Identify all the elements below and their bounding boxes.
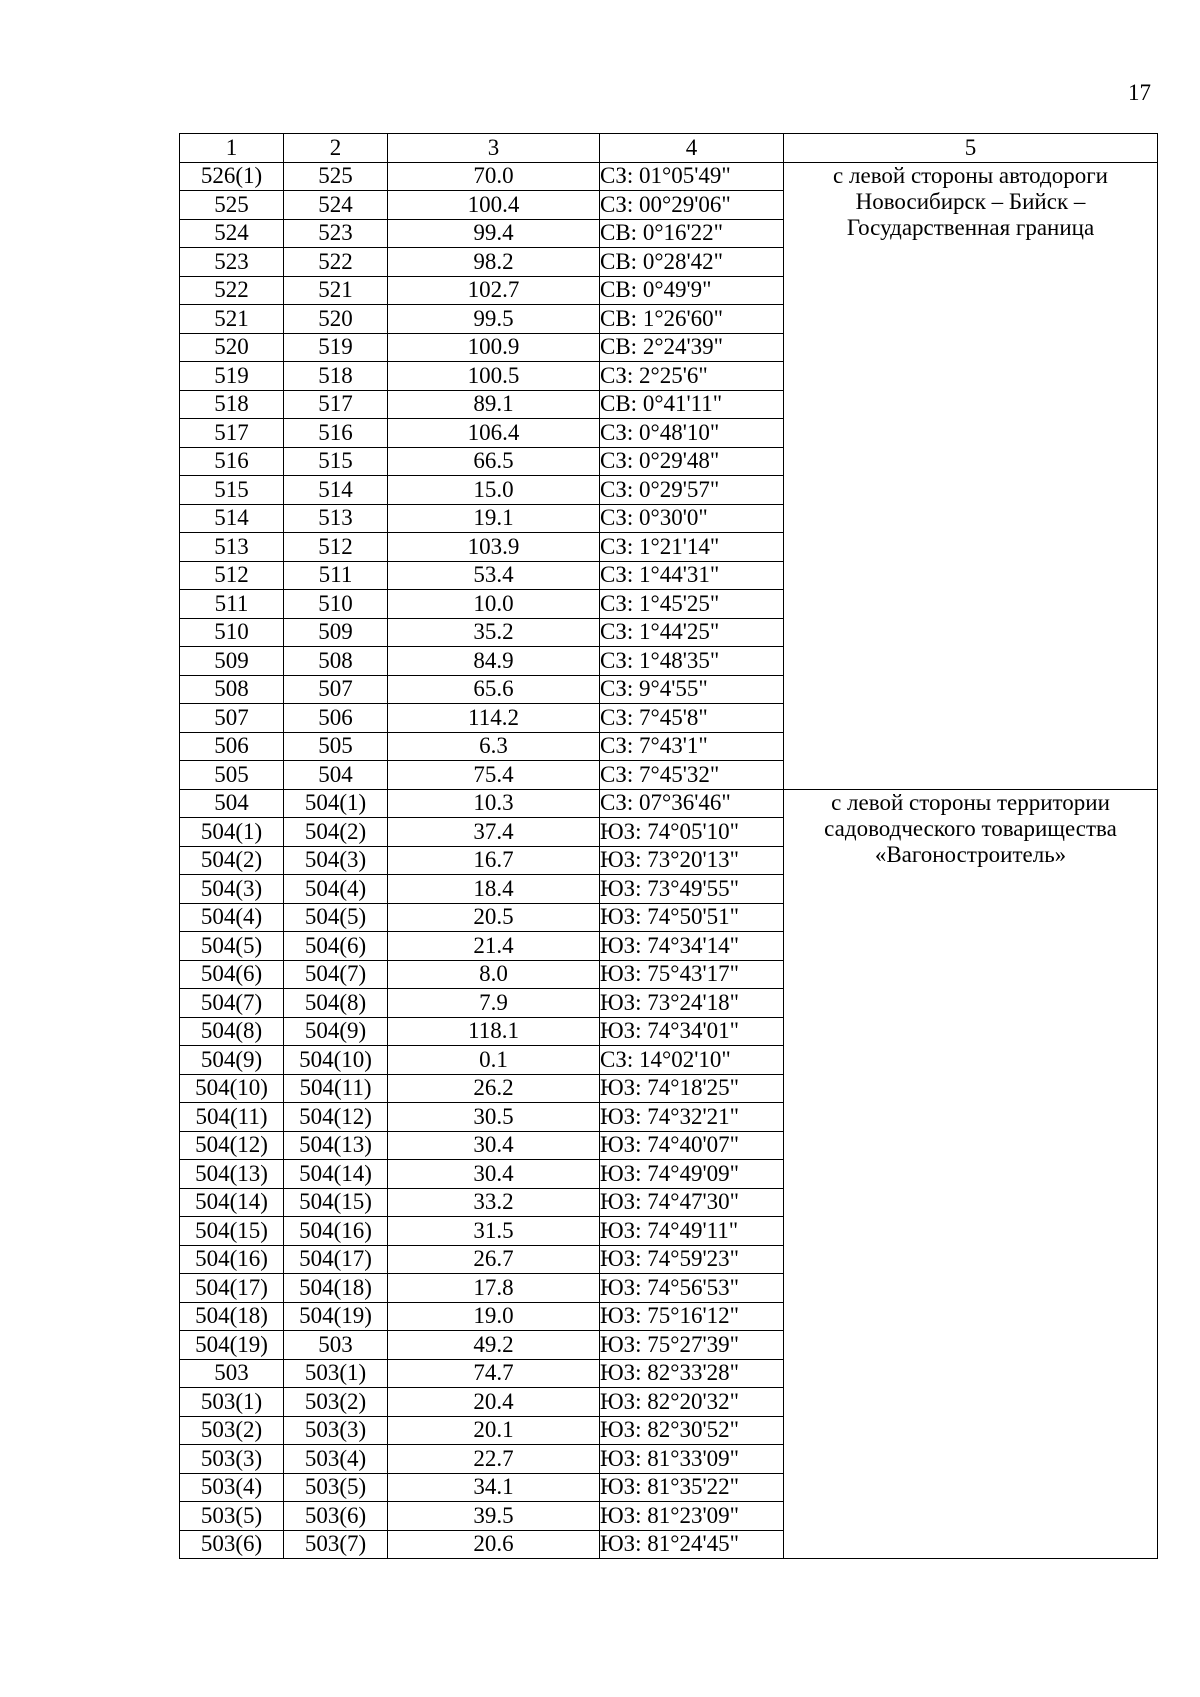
- to-point-cell: 504(10): [284, 1046, 388, 1075]
- distance-cell: 74.7: [388, 1359, 600, 1388]
- from-point-cell: 504(6): [180, 960, 284, 989]
- distance-cell: 66.5: [388, 447, 600, 476]
- bearing-cell: СЗ: 0°29'57": [600, 476, 784, 505]
- table-row: [180, 789, 1158, 818]
- distance-cell: 16.7: [388, 846, 600, 875]
- to-point-cell: 508: [284, 647, 388, 676]
- to-point-cell: 519: [284, 333, 388, 362]
- boundary-description-cell: [784, 162, 1158, 789]
- to-point-cell: 515: [284, 447, 388, 476]
- from-point-cell: 504(18): [180, 1302, 284, 1331]
- description-line: садоводческого товарищества: [824, 815, 1117, 841]
- distance-cell: 118.1: [388, 1017, 600, 1046]
- from-point-cell: 525: [180, 191, 284, 220]
- to-point-cell: 525: [284, 162, 388, 191]
- header-col-2: 2: [284, 134, 388, 163]
- distance-cell: 98.2: [388, 248, 600, 277]
- from-point-cell: 526(1): [180, 162, 284, 191]
- distance-cell: 20.6: [388, 1530, 600, 1559]
- from-point-cell: 508: [180, 675, 284, 704]
- distance-cell: 21.4: [388, 932, 600, 961]
- from-point-cell: 504: [180, 789, 284, 818]
- distance-cell: 19.0: [388, 1302, 600, 1331]
- bearing-cell: СЗ: 1°21'14": [600, 533, 784, 562]
- distance-cell: 20.5: [388, 903, 600, 932]
- to-point-cell: 504(3): [284, 846, 388, 875]
- bearing-cell: ЮЗ: 73°20'13": [600, 846, 784, 875]
- bearing-cell: СЗ: 1°45'25": [600, 590, 784, 619]
- distance-cell: 30.4: [388, 1160, 600, 1189]
- to-point-cell: 511: [284, 561, 388, 590]
- bearing-cell: ЮЗ: 75°43'17": [600, 960, 784, 989]
- distance-cell: 35.2: [388, 618, 600, 647]
- to-point-cell: 504(11): [284, 1074, 388, 1103]
- distance-cell: 70.0: [388, 162, 600, 191]
- from-point-cell: 512: [180, 561, 284, 590]
- to-point-cell: 514: [284, 476, 388, 505]
- bearing-cell: ЮЗ: 73°49'55": [600, 875, 784, 904]
- boundary-table: [179, 133, 1158, 1559]
- to-point-cell: 510: [284, 590, 388, 619]
- description-line: Новосибирск – Бийск –: [855, 188, 1086, 214]
- to-point-cell: 503(4): [284, 1445, 388, 1474]
- bearing-cell: СВ: 0°16'22": [600, 219, 784, 248]
- from-point-cell: 524: [180, 219, 284, 248]
- from-point-cell: 503(2): [180, 1416, 284, 1445]
- distance-cell: 18.4: [388, 875, 600, 904]
- distance-cell: 15.0: [388, 476, 600, 505]
- from-point-cell: 509: [180, 647, 284, 676]
- from-point-cell: 503(4): [180, 1473, 284, 1502]
- to-point-cell: 504(2): [284, 818, 388, 847]
- to-point-cell: 524: [284, 191, 388, 220]
- distance-cell: 53.4: [388, 561, 600, 590]
- to-point-cell: 504(16): [284, 1217, 388, 1246]
- bearing-cell: СВ: 0°28'42": [600, 248, 784, 277]
- bearing-cell: ЮЗ: 74°50'51": [600, 903, 784, 932]
- to-point-cell: 518: [284, 362, 388, 391]
- bearing-cell: СЗ: 14°02'10": [600, 1046, 784, 1075]
- from-point-cell: 520: [180, 333, 284, 362]
- from-point-cell: 504(16): [180, 1245, 284, 1274]
- bearing-cell: СЗ: 0°30'0": [600, 504, 784, 533]
- bearing-cell: ЮЗ: 74°18'25": [600, 1074, 784, 1103]
- from-point-cell: 503(6): [180, 1530, 284, 1559]
- distance-cell: 100.9: [388, 333, 600, 362]
- bearing-cell: СВ: 0°49'9": [600, 276, 784, 305]
- distance-cell: 6.3: [388, 732, 600, 761]
- from-point-cell: 517: [180, 419, 284, 448]
- distance-cell: 106.4: [388, 419, 600, 448]
- table-header-row: [180, 134, 1158, 163]
- from-point-cell: 504(9): [180, 1046, 284, 1075]
- bearing-cell: ЮЗ: 82°20'32": [600, 1388, 784, 1417]
- bearing-cell: ЮЗ: 81°33'09": [600, 1445, 784, 1474]
- to-point-cell: 503(5): [284, 1473, 388, 1502]
- description-line: «Вагоностроитель»: [874, 841, 1067, 867]
- from-point-cell: 503(1): [180, 1388, 284, 1417]
- to-point-cell: 504(4): [284, 875, 388, 904]
- distance-cell: 33.2: [388, 1188, 600, 1217]
- to-point-cell: 522: [284, 248, 388, 277]
- description-line: Государственная граница: [846, 214, 1095, 240]
- to-point-cell: 505: [284, 732, 388, 761]
- to-point-cell: 504(19): [284, 1302, 388, 1331]
- from-point-cell: 511: [180, 590, 284, 619]
- to-point-cell: 504(15): [284, 1188, 388, 1217]
- bearing-cell: СЗ: 1°44'31": [600, 561, 784, 590]
- bearing-cell: СЗ: 2°25'6": [600, 362, 784, 391]
- bearing-cell: СЗ: 1°48'35": [600, 647, 784, 676]
- bearing-cell: ЮЗ: 81°23'09": [600, 1502, 784, 1531]
- from-point-cell: 504(5): [180, 932, 284, 961]
- to-point-cell: 504(8): [284, 989, 388, 1018]
- from-point-cell: 504(15): [180, 1217, 284, 1246]
- bearing-cell: ЮЗ: 82°33'28": [600, 1359, 784, 1388]
- from-point-cell: 507: [180, 704, 284, 733]
- to-point-cell: 504(5): [284, 903, 388, 932]
- from-point-cell: 503(3): [180, 1445, 284, 1474]
- distance-cell: 20.4: [388, 1388, 600, 1417]
- to-point-cell: 523: [284, 219, 388, 248]
- from-point-cell: 510: [180, 618, 284, 647]
- to-point-cell: 504(18): [284, 1274, 388, 1303]
- to-point-cell: 504(17): [284, 1245, 388, 1274]
- from-point-cell: 523: [180, 248, 284, 277]
- distance-cell: 8.0: [388, 960, 600, 989]
- header-col-5: 5: [784, 134, 1158, 163]
- from-point-cell: 503: [180, 1359, 284, 1388]
- to-point-cell: 504: [284, 761, 388, 790]
- bearing-cell: ЮЗ: 74°05'10": [600, 818, 784, 847]
- from-point-cell: 504(11): [180, 1103, 284, 1132]
- to-point-cell: 503(6): [284, 1502, 388, 1531]
- distance-cell: 31.5: [388, 1217, 600, 1246]
- distance-cell: 30.5: [388, 1103, 600, 1132]
- distance-cell: 20.1: [388, 1416, 600, 1445]
- distance-cell: 39.5: [388, 1502, 600, 1531]
- distance-cell: 114.2: [388, 704, 600, 733]
- to-point-cell: 503(2): [284, 1388, 388, 1417]
- from-point-cell: 519: [180, 362, 284, 391]
- bearing-cell: СВ: 2°24'39": [600, 333, 784, 362]
- distance-cell: 7.9: [388, 989, 600, 1018]
- from-point-cell: 515: [180, 476, 284, 505]
- bearing-cell: СЗ: 01°05'49": [600, 162, 784, 191]
- from-point-cell: 504(13): [180, 1160, 284, 1189]
- to-point-cell: 507: [284, 675, 388, 704]
- distance-cell: 89.1: [388, 390, 600, 419]
- to-point-cell: 506: [284, 704, 388, 733]
- from-point-cell: 505: [180, 761, 284, 790]
- bearing-cell: ЮЗ: 75°27'39": [600, 1331, 784, 1360]
- to-point-cell: 509: [284, 618, 388, 647]
- distance-cell: 10.3: [388, 789, 600, 818]
- distance-cell: 26.2: [388, 1074, 600, 1103]
- bearing-cell: СЗ: 7°45'32": [600, 761, 784, 790]
- bearing-cell: СВ: 0°41'11": [600, 390, 784, 419]
- distance-cell: 100.4: [388, 191, 600, 220]
- from-point-cell: 514: [180, 504, 284, 533]
- header-col-4: 4: [600, 134, 784, 163]
- to-point-cell: 521: [284, 276, 388, 305]
- description-line: с левой стороны территории: [831, 789, 1110, 815]
- from-point-cell: 504(12): [180, 1131, 284, 1160]
- bearing-cell: ЮЗ: 74°49'11": [600, 1217, 784, 1246]
- bearing-cell: ЮЗ: 74°49'09": [600, 1160, 784, 1189]
- page-number: 17: [1128, 80, 1151, 105]
- distance-cell: 103.9: [388, 533, 600, 562]
- to-point-cell: 516: [284, 419, 388, 448]
- to-point-cell: 504(14): [284, 1160, 388, 1189]
- from-point-cell: 504(3): [180, 875, 284, 904]
- bearing-cell: СЗ: 1°44'25": [600, 618, 784, 647]
- from-point-cell: 504(4): [180, 903, 284, 932]
- table-row: [180, 162, 1158, 191]
- bearing-cell: ЮЗ: 81°35'22": [600, 1473, 784, 1502]
- distance-cell: 30.4: [388, 1131, 600, 1160]
- from-point-cell: 506: [180, 732, 284, 761]
- to-point-cell: 503: [284, 1331, 388, 1360]
- from-point-cell: 516: [180, 447, 284, 476]
- distance-cell: 49.2: [388, 1331, 600, 1360]
- to-point-cell: 504(6): [284, 932, 388, 961]
- bearing-cell: ЮЗ: 81°24'45": [600, 1530, 784, 1559]
- to-point-cell: 512: [284, 533, 388, 562]
- distance-cell: 75.4: [388, 761, 600, 790]
- from-point-cell: 522: [180, 276, 284, 305]
- distance-cell: 84.9: [388, 647, 600, 676]
- from-point-cell: 521: [180, 305, 284, 334]
- bearing-cell: СЗ: 0°48'10": [600, 419, 784, 448]
- to-point-cell: 503(7): [284, 1530, 388, 1559]
- bearing-cell: СЗ: 7°45'8": [600, 704, 784, 733]
- distance-cell: 17.8: [388, 1274, 600, 1303]
- bearing-cell: ЮЗ: 74°56'53": [600, 1274, 784, 1303]
- to-point-cell: 504(1): [284, 789, 388, 818]
- from-point-cell: 504(14): [180, 1188, 284, 1217]
- distance-cell: 100.5: [388, 362, 600, 391]
- from-point-cell: 504(7): [180, 989, 284, 1018]
- distance-cell: 102.7: [388, 276, 600, 305]
- header-col-3: 3: [388, 134, 600, 163]
- to-point-cell: 503(3): [284, 1416, 388, 1445]
- bearing-cell: ЮЗ: 74°47'30": [600, 1188, 784, 1217]
- table-body: [180, 162, 1158, 1559]
- from-point-cell: 518: [180, 390, 284, 419]
- from-point-cell: 504(19): [180, 1331, 284, 1360]
- bearing-cell: СВ: 1°26'60": [600, 305, 784, 334]
- bearing-cell: ЮЗ: 74°59'23": [600, 1245, 784, 1274]
- distance-cell: 37.4: [388, 818, 600, 847]
- bearing-cell: СЗ: 07°36'46": [600, 789, 784, 818]
- distance-cell: 26.7: [388, 1245, 600, 1274]
- to-point-cell: 520: [284, 305, 388, 334]
- bearing-cell: СЗ: 9°4'55": [600, 675, 784, 704]
- from-point-cell: 504(1): [180, 818, 284, 847]
- from-point-cell: 513: [180, 533, 284, 562]
- distance-cell: 19.1: [388, 504, 600, 533]
- from-point-cell: 504(10): [180, 1074, 284, 1103]
- bearing-cell: СЗ: 7°43'1": [600, 732, 784, 761]
- to-point-cell: 504(9): [284, 1017, 388, 1046]
- header-col-1: 1: [180, 134, 284, 163]
- bearing-cell: ЮЗ: 74°34'01": [600, 1017, 784, 1046]
- distance-cell: 10.0: [388, 590, 600, 619]
- to-point-cell: 503(1): [284, 1359, 388, 1388]
- from-point-cell: 504(8): [180, 1017, 284, 1046]
- bearing-cell: СЗ: 0°29'48": [600, 447, 784, 476]
- distance-cell: 99.4: [388, 219, 600, 248]
- to-point-cell: 504(12): [284, 1103, 388, 1132]
- from-point-cell: 503(5): [180, 1502, 284, 1531]
- to-point-cell: 517: [284, 390, 388, 419]
- bearing-cell: ЮЗ: 73°24'18": [600, 989, 784, 1018]
- bearing-cell: ЮЗ: 75°16'12": [600, 1302, 784, 1331]
- from-point-cell: 504(17): [180, 1274, 284, 1303]
- distance-cell: 65.6: [388, 675, 600, 704]
- bearing-cell: СЗ: 00°29'06": [600, 191, 784, 220]
- to-point-cell: 504(13): [284, 1131, 388, 1160]
- boundary-description-cell: [784, 789, 1158, 1559]
- distance-cell: 34.1: [388, 1473, 600, 1502]
- distance-cell: 99.5: [388, 305, 600, 334]
- description-line: с левой стороны автодороги: [833, 162, 1108, 188]
- from-point-cell: 504(2): [180, 846, 284, 875]
- to-point-cell: 504(7): [284, 960, 388, 989]
- distance-cell: 22.7: [388, 1445, 600, 1474]
- bearing-cell: ЮЗ: 74°32'21": [600, 1103, 784, 1132]
- to-point-cell: 513: [284, 504, 388, 533]
- bearing-cell: ЮЗ: 74°34'14": [600, 932, 784, 961]
- distance-cell: 0.1: [388, 1046, 600, 1075]
- bearing-cell: ЮЗ: 82°30'52": [600, 1416, 784, 1445]
- bearing-cell: ЮЗ: 74°40'07": [600, 1131, 784, 1160]
